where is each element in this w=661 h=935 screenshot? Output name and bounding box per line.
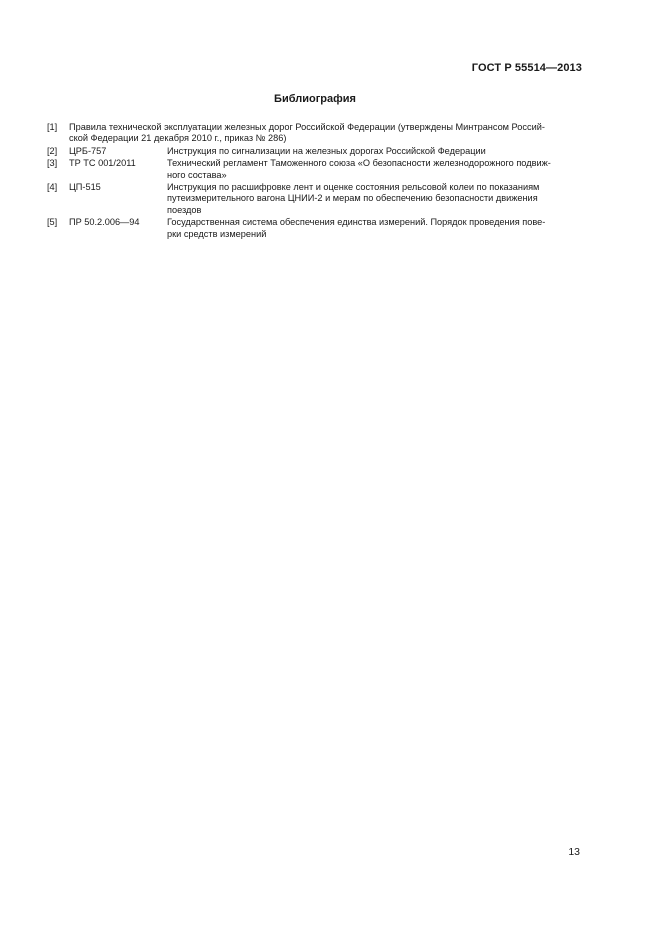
bibliography-entry-line: поездов	[167, 204, 202, 215]
bibliography-entry-line: Инструкция по сигнализации на железных дорогах Российской Федерации	[167, 145, 486, 156]
bibliography-entry-text	[69, 122, 582, 145]
bibliography-entry-4	[47, 182, 582, 216]
bibliography-entry-5	[47, 217, 582, 240]
bibliography-list	[47, 122, 582, 241]
bibliography-entry-number: [4]	[47, 182, 58, 193]
document-standard-id: ГОСТ Р 55514—2013	[471, 62, 582, 74]
bibliography-title: Библиография	[274, 93, 356, 105]
page-number: 13	[568, 846, 580, 858]
bibliography-entry-2	[47, 146, 582, 157]
bibliography-entry-line: Государственная система обеспечения единства измерений. Порядок проведения пове-	[167, 217, 546, 228]
bibliography-entry-line: Инструкция по расшифровке лент и оценке состояния рельсовой колеи по показаниям	[167, 182, 540, 193]
bibliography-entry-number: [1]	[47, 122, 58, 132]
bibliography-entry-text	[167, 182, 582, 216]
bibliography-entry-line: рки средств измерений	[167, 228, 267, 239]
bibliography-entry-1	[47, 122, 582, 145]
bibliography-entry-number: [2]	[47, 145, 58, 156]
bibliography-entry-line: Правила технической эксплуатации железных дорог Российской Федерации (утверждены Минтрансом Россий-	[69, 122, 545, 132]
bibliography-entry-line: ного состава»	[167, 169, 227, 180]
bibliography-entry-code: ПР 50.2.006—94	[69, 217, 140, 228]
bibliography-entry-text	[167, 146, 582, 157]
bibliography-entry-code: ЦП-515	[69, 182, 101, 193]
bibliography-entry-number: [5]	[47, 217, 58, 228]
bibliography-entry-3	[47, 158, 582, 181]
bibliography-entry-text	[167, 217, 582, 240]
bibliography-entry-number: [3]	[47, 158, 58, 169]
bibliography-entry-line: путеизмерительного вагона ЦНИИ-2 и мерам по обеспечению безопасности движения	[167, 193, 538, 204]
bibliography-entry-line: ской Федерации 21 декабря 2010 г., приказ № 286)	[69, 133, 287, 144]
bibliography-entry-text	[167, 158, 582, 181]
bibliography-entry-code: ЦРБ-757	[69, 145, 107, 156]
bibliography-entry-line: Технический регламент Таможенного союза «О безопасности железнодорожного подвиж-	[167, 158, 551, 169]
bibliography-entry-code: ТР ТС 001/2011	[69, 158, 136, 169]
